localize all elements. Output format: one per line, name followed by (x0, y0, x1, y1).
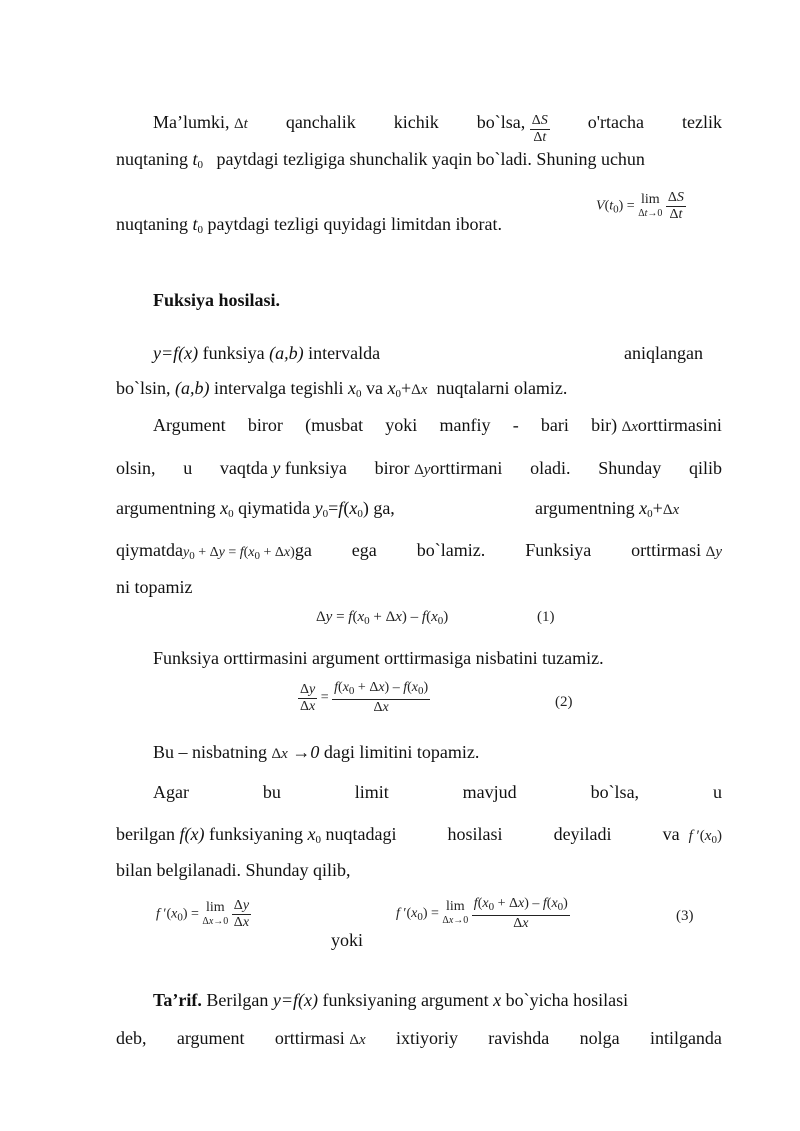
text-line: Argument biror (musbat yoki manfiy - bari bir) Δxorttirmasini (153, 415, 722, 435)
text-line: olsin, u vaqtda y funksiya biror Δyorttirmani oladi. Shunday qilib (116, 458, 722, 478)
delta-x-formula: Δx (621, 419, 638, 435)
text-word: yoki (331, 930, 364, 950)
text-line: deb, argument orttirmasi Δx ixtiyoriy ravishda nolga intilganda (116, 1028, 722, 1048)
text-line: Agar bu limit mavjud bo`lsa, u (153, 782, 722, 802)
derivative-limit-formula: f $'(x_0)$ = lim Δx→0 $\frac{\Delta y}{\Delta x}$ (156, 898, 250, 930)
text-line: argumentning $x_0+\Delta x$ (535, 498, 680, 520)
text-line: berilgan f(x) funksiyaning $x_0$ nuqtadagi hosilasi deyiladi va f $'(x_0)$ (116, 824, 722, 846)
text-line: bo`lsin, (a,b) intervalga tegishli $x_0$ va $x_0+\Delta x$ nuqtalarni olamiz. (116, 378, 568, 400)
text-line: bilan belgilanadi. Shunday qilib, (116, 860, 351, 880)
velocity-limit-formula: $V(t_0)$ = lim Δt→0 $\frac{\Delta S}{\Delta t}$ (596, 190, 684, 222)
derivative-symbol: f $'(x_0)$ (688, 828, 722, 846)
equation-number: (2) (555, 694, 573, 710)
derivative-limit-formula-expanded: f $'(x_0)$ = lim Δx→0 $\frac{f(x_0 + \Delta x) - f(x_0)}{\Delta x}$ (396, 896, 568, 931)
text-line: Funksiya orttirmasini argument orttirmasiga nisbatini tuzamiz. (153, 648, 604, 668)
text-line: Bu – nisbatning Δx →0 dagi limitini topamiz. (153, 742, 480, 762)
text-line: nuqtaning $t_0$ paytdagi tezligiga shunchalik yaqin bo`ladi. Shuning uchun (116, 149, 645, 171)
delta-t-formula: Δt (234, 116, 248, 132)
text-line: argumentning $x_0$ qiymatida $y_0=f(x_0)$ ga, (116, 498, 395, 520)
text-line: y=f(x) funksiya (a,b) intervalda (153, 343, 381, 363)
increment-equation: $y_0 + \Delta y = f(x_0 + \Delta x)$ (182, 545, 295, 562)
text-line: Ma’lumki, Δt qanchalik kichik bo`lsa, $\frac{\Delta S}{\Delta t}$ o'rtacha tezlik (153, 112, 722, 145)
text-word: aniqlangan (624, 343, 703, 363)
text-line: ni topamiz (116, 577, 193, 597)
delta-y-formula: Δy (414, 462, 431, 478)
equation-2: $\frac{\Delta y}{\Delta x}$ = $\frac{f(x_0 + \Delta x) - f(x_0)}{\Delta x}$ (300, 680, 429, 715)
equation-1: $\Delta y = f(x_0 + \Delta x) - f(x_0)$ (316, 609, 449, 627)
equation-number: (1) (537, 609, 555, 625)
ratio-ds-dt-formula: $\frac{\Delta S}{\Delta t}$ (531, 113, 548, 145)
text-line: nuqtaning $t_0$ paytdagi tezligi quyidagi limitdan iborat. (116, 214, 502, 236)
definition-line: Ta’rif. Berilgan y=f(x) funksiyaning argument x bo`yicha hosilasi (153, 990, 629, 1010)
equation-number: (3) (676, 908, 694, 924)
section-heading: Fuksiya hosilasi. (153, 290, 281, 310)
text-line: qiymatday$_0$ + $\Delta y = f(x_0 + \Delta x)ga$ ega bo`lamiz. Funksiya orttirmasi Δy (116, 540, 722, 562)
